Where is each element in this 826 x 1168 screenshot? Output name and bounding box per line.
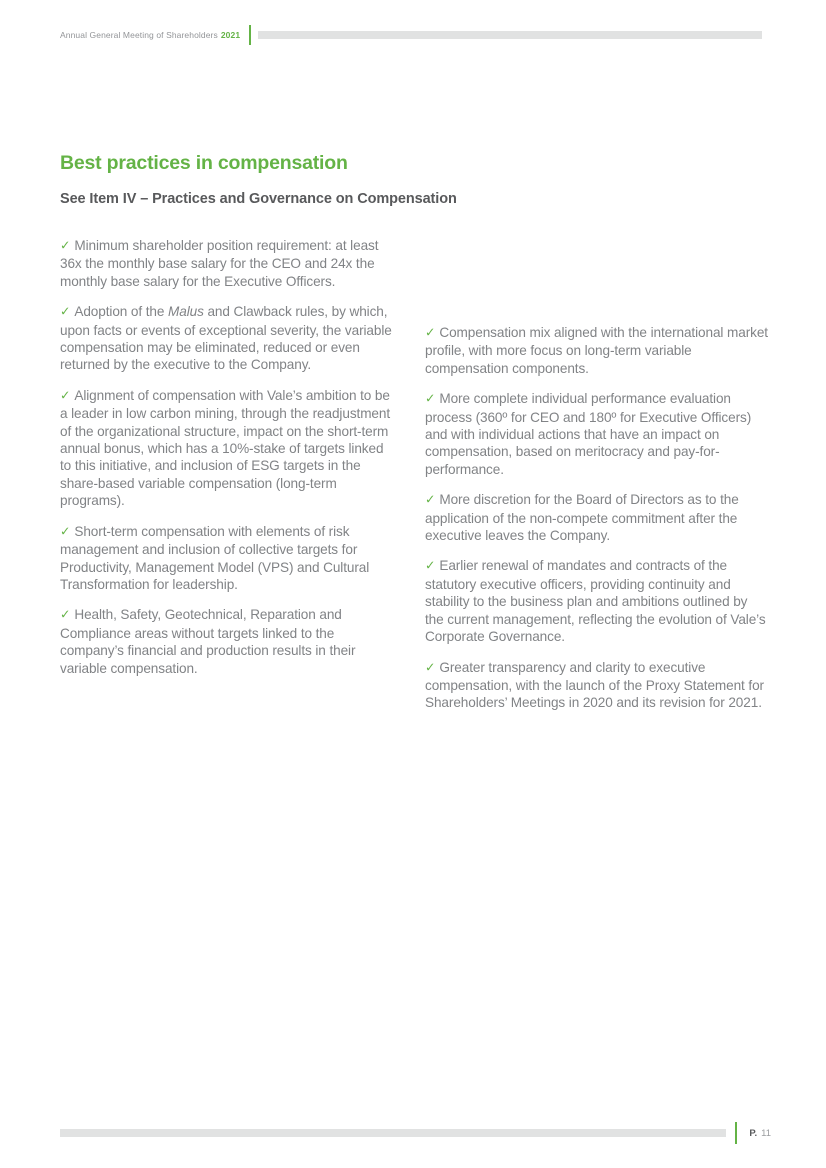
bullet-item (425, 390, 768, 478)
bullet-item (60, 237, 398, 290)
footer-rule-bar (60, 1129, 726, 1137)
check-icon: ✓ (60, 238, 71, 253)
check-icon: ✓ (425, 492, 436, 507)
bullet-text: Alignment of compensation with Vale’s ambition to be a leader in low carbon mining, through the readjustment of the organizational structure, impact on the short-term annual bonus, which has a 10%-stake of targets linked to this initiative, and inclusion of ESG targets in the share-based variable compensation (long-term programs). (60, 387, 391, 509)
bullet-text: Compensation mix aligned with the international market profile, with more focus on long-term variable compensation components. (425, 325, 768, 376)
bullet-text: More discretion for the Board of Directors as to the application of the non-compete commitment after the executive leaves the Company. (425, 492, 739, 544)
check-icon: ✓ (60, 388, 71, 403)
page-footer (60, 1122, 771, 1144)
bullet-item (60, 387, 398, 510)
page-number: 11 (761, 1127, 771, 1139)
page-subtitle: See Item IV – Practices and Governance on Compensation (60, 191, 457, 207)
header-title-text: Annual General Meeting of Shareholders (60, 30, 218, 40)
bullet-text: Short-term compensation with elements of risk management and inclusion of collective targets for Productivity, Management Model (VPS) and Cultural Transformation for leadership. (60, 523, 370, 592)
bullet-column-left (60, 237, 398, 690)
bullet-item (60, 523, 398, 594)
check-icon: ✓ (425, 660, 436, 674)
bullet-text: Earlier renewal of mandates and contracts of the statutory executive officers, providing continuity and stability to the business plan and ambitions outlined by the current management, reflecting the evolution of Vale’s Corporate Governance. (425, 558, 766, 645)
page-label: P. (749, 1127, 758, 1139)
bullet-column-right (425, 324, 768, 725)
bullet-text: Minimum shareholder position requirement: at least 36x the monthly base salary for the CEO and 24x the monthly base salary for the Executive Officers. (60, 238, 379, 289)
header-divider-line (249, 25, 251, 45)
bullet-item (425, 659, 768, 712)
check-icon: ✓ (425, 558, 436, 573)
check-icon: ✓ (60, 304, 71, 319)
header-title (60, 30, 240, 40)
check-icon: ✓ (425, 325, 436, 340)
bullet-text: More complete individual performance evaluation process (360º for CEO and 180º for Executive Officers) and with individual actions that have an impact on compensation, based on meritocracy and pay-for-performance. (425, 391, 752, 477)
bullet-item (425, 491, 768, 544)
bullet-item (425, 557, 768, 645)
footer-divider-line (735, 1122, 737, 1144)
bullet-text: Health, Safety, Geotechnical, Reparation and Compliance areas without targets linked to the company’s financial and production results in their variable compensation. (60, 607, 356, 676)
page-title: Best practices in compensation (60, 152, 348, 174)
bullet-item (60, 606, 398, 677)
header-year: 2021 (220, 30, 241, 40)
page-header (60, 25, 762, 45)
bullet-text: and Clawback rules, by which, upon facts or events of exceptional severity, the variable compensation may be eliminated, reduced or even returned by the executive to the Company. (60, 304, 392, 373)
check-icon: ✓ (60, 524, 71, 539)
bullet-item (60, 303, 398, 374)
bullet-item (425, 324, 768, 377)
bullet-text: Greater transparency and clarity to executive compensation, with the launch of the Proxy Statement for Shareholders’ Meetings in 2020 and its revision for 2021. (425, 659, 764, 711)
check-icon: ✓ (425, 391, 436, 406)
bullet-text: Adoption of the (74, 304, 169, 320)
header-rule-bar (258, 31, 762, 39)
check-icon: ✓ (60, 607, 71, 622)
bullet-text: Malus (168, 304, 204, 320)
